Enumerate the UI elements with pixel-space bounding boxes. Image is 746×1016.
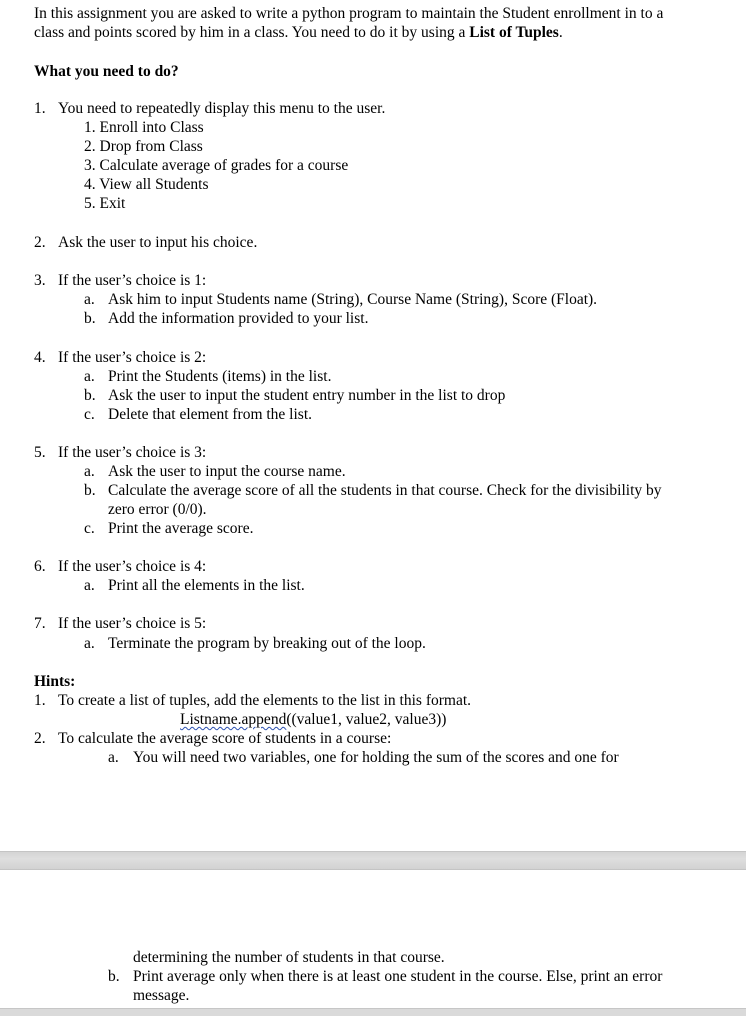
step-text: Ask the user to input his choice. [58,234,258,251]
sub-item-text: Print the average score. [108,520,254,537]
intro-period: . [558,24,563,41]
sub-item-text: Ask the user to input the course name. [108,463,346,480]
sub-item-letter: c. [84,406,95,423]
sub-item-letter: b. [84,387,96,404]
intro-line-1: In this assignment you are asked to write a python program to maintain the Student enrollment in to a [34,5,664,22]
step-text: If the user’s choice is 2: [58,349,207,366]
sub-item-letter: b. [108,968,120,985]
step-number: 7. [34,615,46,632]
code-args: ((value1, value2, value3)) [286,711,447,728]
step-text: If the user’s choice is 1: [58,272,207,289]
intro-bold-term: List of Tuples [469,24,559,41]
menu-item: 4. View all Students [84,176,209,193]
menu-item: 2. Drop from Class [84,138,203,155]
intro-text: class and points scored by him in a class. You need to do it by using a [34,24,470,41]
sub-item-continuation: determining the number of students in that course. [133,949,445,966]
step-text: If the user’s choice is 5: [58,615,207,632]
step-text: If the user’s choice is 4: [58,558,207,575]
step-number: 5. [34,444,46,461]
sub-item-text: Terminate the program by breaking out of the loop. [108,635,426,652]
sub-item-text: You will need two variables, one for holding the sum of the scores and one for [133,749,619,766]
hints-heading: Hints: [34,673,76,690]
sub-item-letter: a. [84,291,95,308]
step-text: You need to repeatedly display this menu to the user. [58,100,386,117]
page-break-divider [0,851,746,870]
sub-item-letter: a. [84,463,95,480]
code-example [180,710,446,729]
sub-item-letter: a. [84,577,95,594]
sub-item-continuation: zero error (0/0). [108,501,207,518]
hint-text: To create a list of tuples, add the elements to the list in this format. [58,692,472,709]
step-number: 6. [34,558,46,575]
sub-item-text: Print all the elements in the list. [108,577,305,594]
sub-item-text: Ask the user to input the student entry number in the list to drop [108,387,506,404]
sub-item-letter: a. [108,749,119,766]
sub-item-text: Print the Students (items) in the list. [108,368,332,385]
sub-item-letter: b. [84,482,96,499]
sub-item-letter: b. [84,310,96,327]
intro-line-2 [34,23,563,42]
sub-item-text: Ask him to input Students name (String), Course Name (String), Score (Float). [108,291,598,308]
hint-text: To calculate the average score of students in a course: [58,730,392,747]
menu-item: 1. Enroll into Class [84,119,204,136]
step-number: 3. [34,272,46,289]
sub-item-text: Calculate the average score of all the students in that course. Check for the divisibility by [108,482,662,499]
section-heading: What you need to do? [34,63,179,80]
menu-item: 5. Exit [84,195,126,212]
sub-item-text: Add the information provided to your list. [108,310,369,327]
sub-item-letter: a. [84,368,95,385]
sub-item-text: Delete that element from the list. [108,406,313,423]
step-number: 2. [34,234,46,251]
sub-item-letter: c. [84,520,95,537]
step-number: 4. [34,349,46,366]
spellcheck-flagged-word: Listname.append [180,711,287,728]
sub-item-text: Print average only when there is at least one student in the course. Else, print an error [133,968,663,985]
hint-number: 1. [34,692,46,709]
step-text: If the user’s choice is 3: [58,444,207,461]
hint-number: 2. [34,730,46,747]
sub-item-continuation: message. [133,987,190,1004]
menu-item: 3. Calculate average of grades for a course [84,157,349,174]
step-number: 1. [34,100,46,117]
sub-item-letter: a. [84,635,95,652]
